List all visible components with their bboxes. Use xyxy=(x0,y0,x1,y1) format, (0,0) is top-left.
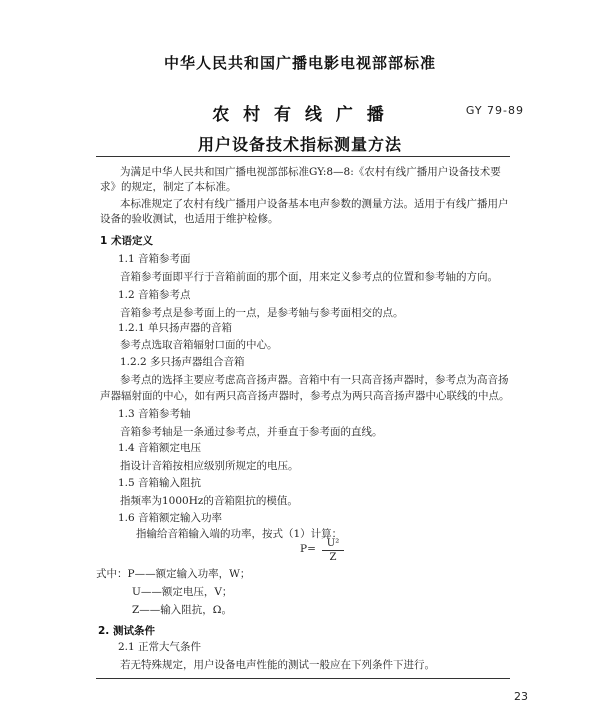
section-1-5-heading: 1.5 音箱输入阻抗 xyxy=(118,477,202,489)
intro-paragraph-2b: 设备的验收测试，也适用于维护检修。 xyxy=(100,213,279,225)
formula-denominator: Z xyxy=(329,552,337,563)
section-1-6-heading: 1.6 音箱额定输入功率 xyxy=(118,512,223,524)
footer-rule xyxy=(96,678,510,679)
section-1-2-2-text-b: 声器辐射面的中心，如有两只高音扬声器时，参考点为两只高音扬声器中心联线的中点。 xyxy=(100,390,510,402)
section-1-heading: 1 术语定义 xyxy=(100,235,153,247)
standard-code: GY 79-89 xyxy=(465,104,524,117)
issuing-organization: 中华人民共和国广播电影电视部部标准 xyxy=(163,54,436,72)
where-u: U——额定电压，V； xyxy=(132,586,233,598)
standard-subtitle: 用户设备技术指标测量方法 xyxy=(197,135,402,154)
section-1-3-heading: 1.3 音箱参考轴 xyxy=(118,408,191,420)
section-1-2-1-text: 参考点选取音箱辐射口面的中心。 xyxy=(120,339,278,351)
formula-fraction xyxy=(322,538,344,563)
intro-paragraph-1a: 为满足中华人民共和国广播电视部部标准GY:8—8:《农村有线广播用户设备技术要 xyxy=(120,166,501,178)
section-1-1-heading: 1.1 音箱参考面 xyxy=(118,253,191,265)
section-1-3-text: 音箱参考轴是一条通过参考点，并垂直于参考面的直线。 xyxy=(120,426,383,438)
section-1-4-text: 指设计音箱按相应级别所规定的电压。 xyxy=(120,460,299,472)
section-2-heading: 2. 测试条件 xyxy=(98,625,155,637)
section-1-2-text: 音箱参考点是参考面上的一点，是参考轴与参考面相交的点。 xyxy=(120,307,404,319)
section-2-1-heading: 2.1 正常大气条件 xyxy=(118,641,202,653)
section-1-6-text: 指输给音箱输入端的功率，按式（1）计算： xyxy=(136,528,343,540)
intro-paragraph-1b: 求》的规定，制定了本标准。 xyxy=(100,181,237,193)
header-rule xyxy=(96,156,510,157)
formula-numerator: U² xyxy=(322,538,344,551)
formula-lhs: P= xyxy=(300,543,316,555)
where-p: 式中：P——额定输入功率，W； xyxy=(96,568,251,580)
section-1-5-text: 指频率为1000Hz的音箱阻抗的模值。 xyxy=(120,495,298,507)
section-1-2-2-text-a: 参考点的选择主要应考虑高音扬声器。音箱中有一只高音扬声器时，参考点为高音扬 xyxy=(120,374,509,386)
section-2-1-text: 若无特殊规定，用户设备电声性能的测试一般应在下列条件下进行。 xyxy=(120,659,435,671)
standard-title: 农 村 有 线 广 播 xyxy=(212,105,388,125)
intro-paragraph-2a: 本标准规定了农村有线广播用户设备基本电声参数的测量方法。适用于有线广播用户 xyxy=(120,198,509,210)
section-1-4-heading: 1.4 音箱额定电压 xyxy=(118,442,202,454)
where-z: Z——输入阻抗，Ω。 xyxy=(132,604,233,616)
section-1-1-text: 音箱参考面即平行于音箱前面的那个面，用来定义参考点的位置和参考轴的方向。 xyxy=(120,271,498,283)
section-1-2-2-heading: 1.2.2 多只扬声器组合音箱 xyxy=(120,356,245,368)
page-number: 23 xyxy=(514,690,528,703)
section-1-2-1-heading: 1.2.1 单只扬声器的音箱 xyxy=(118,322,233,334)
section-1-2-heading: 1.2 音箱参考点 xyxy=(118,289,191,301)
